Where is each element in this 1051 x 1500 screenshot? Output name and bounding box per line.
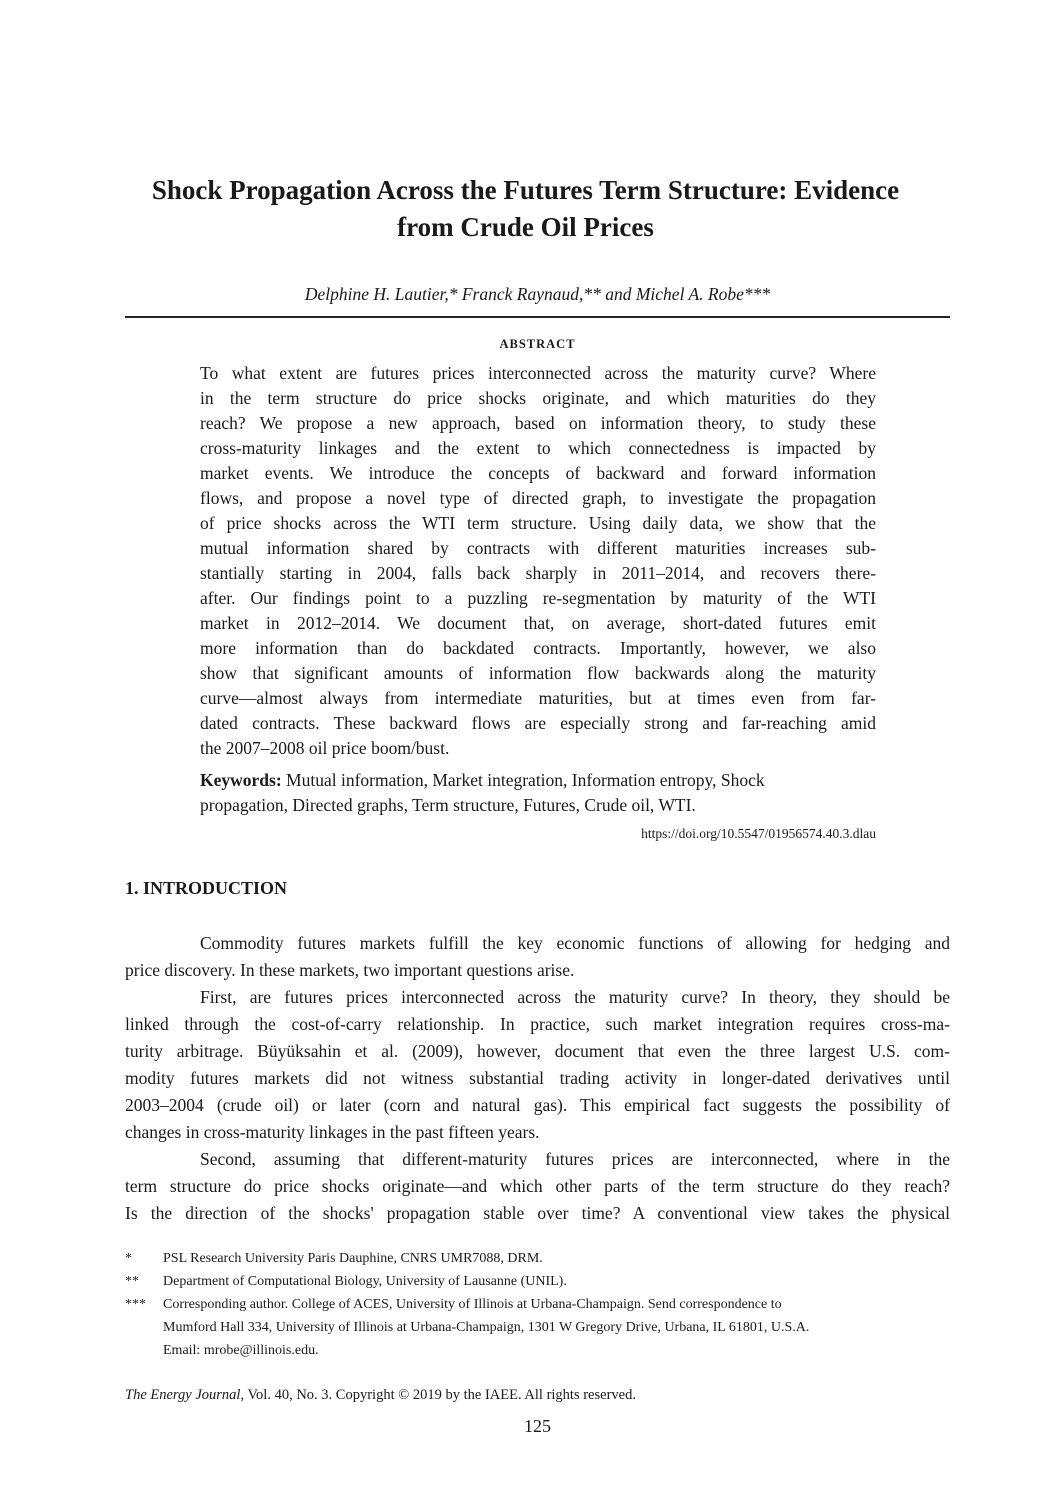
abstract-line: mutual information shared by contracts with different maturities increases sub- <box>200 538 876 558</box>
footnote <box>125 1270 950 1293</box>
page-number: 125 <box>524 1416 551 1436</box>
footnote-mark: ** <box>125 1274 139 1289</box>
keywords-line-1: Mutual information, Market integration, Information entropy, Shock <box>286 770 765 790</box>
footnote-email: Email: mrobe@illinois.edu. <box>163 1343 319 1358</box>
keywords-label: Keywords: <box>200 770 282 790</box>
footnotes <box>125 1247 950 1362</box>
footnote-text: PSL Research University Paris Dauphine, CNRS UMR7088, DRM. <box>163 1251 543 1266</box>
section-heading: 1. INTRODUCTION <box>125 878 288 898</box>
abstract-line: show that significant amounts of information flow backwards along the maturity <box>200 663 876 683</box>
body-line: term structure do price shocks originate—and which other parts of the term structure do they reach? <box>125 1176 950 1196</box>
abstract-line: cross-maturity linkages and the extent to which connectedness is impacted by <box>200 438 876 458</box>
abstract-line: of price shocks across the WTI term structure. Using daily data, we show that the <box>200 513 876 533</box>
keywords-line-2: propagation, Directed graphs, Term structure, Futures, Crude oil, WTI. <box>200 795 696 815</box>
abstract-line: after. Our findings point to a puzzling re-segmentation by maturity of the WTI <box>200 588 876 608</box>
keywords-block <box>200 768 876 818</box>
footnote-text: Mumford Hall 334, University of Illinois at Urbana-Champaign, 1301 W Gregory Drive, Urbana, IL 61801, U.S.A. <box>163 1320 810 1335</box>
abstract-heading: ABSTRACT <box>499 337 576 351</box>
footnote-mark: *** <box>125 1297 146 1312</box>
abstract-line: dated contracts. These backward flows are especially strong and far-reaching amid <box>200 713 876 733</box>
body-line: linked through the cost-of-carry relationship. In practice, such market integration requires cross-ma- <box>125 1014 950 1034</box>
abstract-line: market events. We introduce the concepts of backward and forward information <box>200 463 876 483</box>
body-line: price discovery. In these markets, two important questions arise. <box>125 960 575 980</box>
abstract-line: in the term structure do price shocks originate, and which maturities do they <box>200 388 876 408</box>
abstract-line: reach? We propose a new approach, based on information theory, to study these <box>200 413 876 433</box>
body-line: turity arbitrage. Büyüksahin et al. (2009), however, document that even the three largest U.S. com- <box>125 1041 950 1061</box>
paper-title <box>110 172 941 246</box>
abstract-line: market in 2012–2014. We document that, on average, short-dated futures emit <box>200 613 876 633</box>
body-line: changes in cross-maturity linkages in the past fifteen years. <box>125 1122 540 1142</box>
journal-name: The Energy Journal <box>125 1387 241 1403</box>
abstract-body <box>200 361 876 761</box>
footnote <box>125 1293 950 1362</box>
body-line: Second, assuming that different-maturity futures prices are interconnected, where in the <box>200 1149 950 1169</box>
abstract-line: curve—almost always from intermediate maturities, but at times even from far- <box>200 688 876 708</box>
doi-link[interactable]: https://doi.org/10.5547/01956574.40.3.dlau <box>641 826 876 841</box>
title-divider <box>125 316 950 318</box>
journal-footer <box>125 1385 950 1405</box>
abstract-line: stantially starting in 2004, falls back sharply in 2011–2014, and recovers there- <box>200 563 876 583</box>
abstract-line: To what extent are futures prices interconnected across the maturity curve? Where <box>200 363 876 383</box>
abstract-line: more information than do backdated contracts. Importantly, however, we also <box>200 638 876 658</box>
body-line: First, are futures prices interconnected across the maturity curve? In theory, they should be <box>200 987 950 1007</box>
body-line: modity futures markets did not witness substantial trading activity in longer-dated derivatives until <box>125 1068 950 1088</box>
introduction-body <box>125 930 950 1227</box>
body-line: Is the direction of the shocks' propagation stable over time? A conventional view takes the physical <box>125 1203 950 1223</box>
footnote <box>125 1247 950 1270</box>
paper-title-line-2: from Crude Oil Prices <box>397 212 654 242</box>
footnote-text: Corresponding author. College of ACES, University of Illinois at Urbana-Champaign. Send correspondence to <box>163 1297 782 1312</box>
body-line: Commodity futures markets fulfill the key economic functions of allowing for hedging and <box>200 933 950 953</box>
author-list: Delphine H. Lautier,* Franck Raynaud,** and Michel A. Robe*** <box>304 284 771 304</box>
abstract-line: the 2007–2008 oil price boom/bust. <box>200 738 450 758</box>
paper-title-line-1: Shock Propagation Across the Futures Term Structure: Evidence <box>151 175 900 205</box>
footnote-text: Department of Computational Biology, University of Lausanne (UNIL). <box>163 1274 567 1289</box>
body-line: 2003–2004 (crude oil) or later (corn and natural gas). This empirical fact suggests the possibility of <box>125 1095 950 1115</box>
footnote-mark: * <box>125 1251 132 1266</box>
abstract-line: flows, and propose a novel type of directed graph, to investigate the propagation <box>200 488 876 508</box>
copyright-text: , Vol. 40, No. 3. Copyright © 2019 by the IAEE. All rights reserved. <box>240 1387 636 1403</box>
